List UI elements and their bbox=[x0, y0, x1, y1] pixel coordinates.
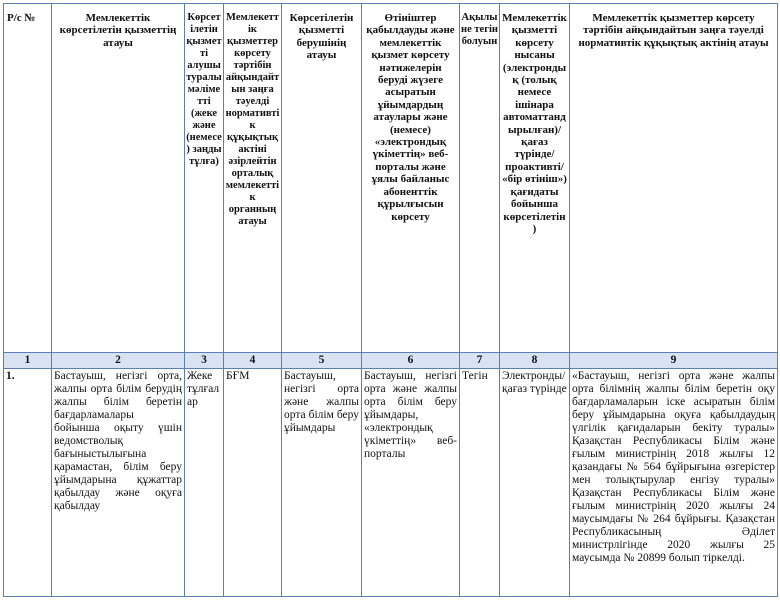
cell-service-provider: Бастауыш, негізгі орта және жалпы орта білім беру ұйымдары bbox=[282, 369, 362, 597]
header-application-organizations: Өтініштер қабылдауды және мемлекеттік қызмет көрсету нәтижелерін беруді жүзеге асыратын ұйымдардың атаулары және (немесе) «электрондық үкіметтің» веб-порталы және ұялы байланыс абоненттік құрылғысын көрсету bbox=[362, 4, 460, 353]
column-number: 7 bbox=[460, 353, 500, 369]
column-number: 4 bbox=[224, 353, 282, 369]
header-row bbox=[4, 4, 778, 353]
table-row bbox=[4, 369, 778, 597]
header-service-provider: Көрсетілетін қызметті берушінің атауы bbox=[282, 4, 362, 353]
column-number: 9 bbox=[570, 353, 778, 369]
column-number: 1 bbox=[4, 353, 52, 369]
header-paid-or-free: Ақылы не тегін болуын bbox=[460, 4, 500, 353]
cell-paid-or-free: Тегін bbox=[460, 369, 500, 597]
header-recipient-info: Көрсетілетін қызметті алушы туралы мәліметті (жеке және (немесе) заңды тұлға) bbox=[185, 4, 224, 353]
cell-recipient-info: Жеке тұлғалар bbox=[185, 369, 224, 597]
cell-central-authority: БҒМ bbox=[224, 369, 282, 597]
header-service-form: Мемлекеттік қызметті көрсету нысаны (электрондық (толық немесе ішінара автоматтандырылған)/ қағаз түрінде/ проактивті/ «бір өтініш») қағидаты бойынша көрсетілетін) bbox=[500, 4, 570, 353]
column-number: 2 bbox=[52, 353, 185, 369]
header-legal-act: Мемлекеттік қызметтер көрсету тәртібін айқындайтын заңға тәуелді нормативтік құқықтық актінің атауы bbox=[570, 4, 778, 353]
header-row-number: Р/с № bbox=[4, 4, 52, 353]
cell-service-form: Электронды/ қағаз түрінде bbox=[500, 369, 570, 597]
column-number: 6 bbox=[362, 353, 460, 369]
column-number: 3 bbox=[185, 353, 224, 369]
header-central-authority: Мемлекеттік қызметтер көрсету тәртібін айқындайтын заңға тәуелді нормативтік құқықтық актіні әзірлейтін орталық мемлекеттік органның атауы bbox=[224, 4, 282, 353]
column-number: 5 bbox=[282, 353, 362, 369]
cell-service-name: Бастауыш, негізгі орта, жалпы орта білім берудің жалпы білім беретін бағдарламалары бойынша оқыту үшін ведомстволық бағыныстылығына қарамастан, білім беру ұйымдарына құжаттар қабылдау және оқуға қабылдау bbox=[52, 369, 185, 597]
column-number-row bbox=[4, 353, 778, 369]
column-number: 8 bbox=[500, 353, 570, 369]
header-service-name: Мемлекеттік көрсетілетін қызметтің атауы bbox=[52, 4, 185, 353]
services-table bbox=[3, 3, 778, 597]
cell-application-organizations: Бастауыш, негізгі орта және жалпы орта білім беру ұйымдары, «электрондық үкіметтің» веб-порталы bbox=[362, 369, 460, 597]
row-number: 1. bbox=[4, 369, 52, 597]
cell-legal-act: «Бастауыш, негізгі орта және жалпы орта білімнің жалпы білім беретін оқу бағдарламаларын іске асыратын білім беру ұйымдарына оқуға қабылдаудың үлгілік қағидаларын бекіту туралы» Қазақстан Республикасы Білім және ғылым министрінің 2018 жылғы 12 қазандағы № 564 бұйрығына өзгерістер мен толықтырулар енгізу туралы» Қазақстан Республикасы Білім және ғылым министрінің 2020 жылғы 24 маусымдағы № 264 бұйрығы. Қазақстан Республикасының Әділет министрлігінде 2020 жылғы 25 маусымда № 20899 болып тіркелді. bbox=[570, 369, 778, 597]
